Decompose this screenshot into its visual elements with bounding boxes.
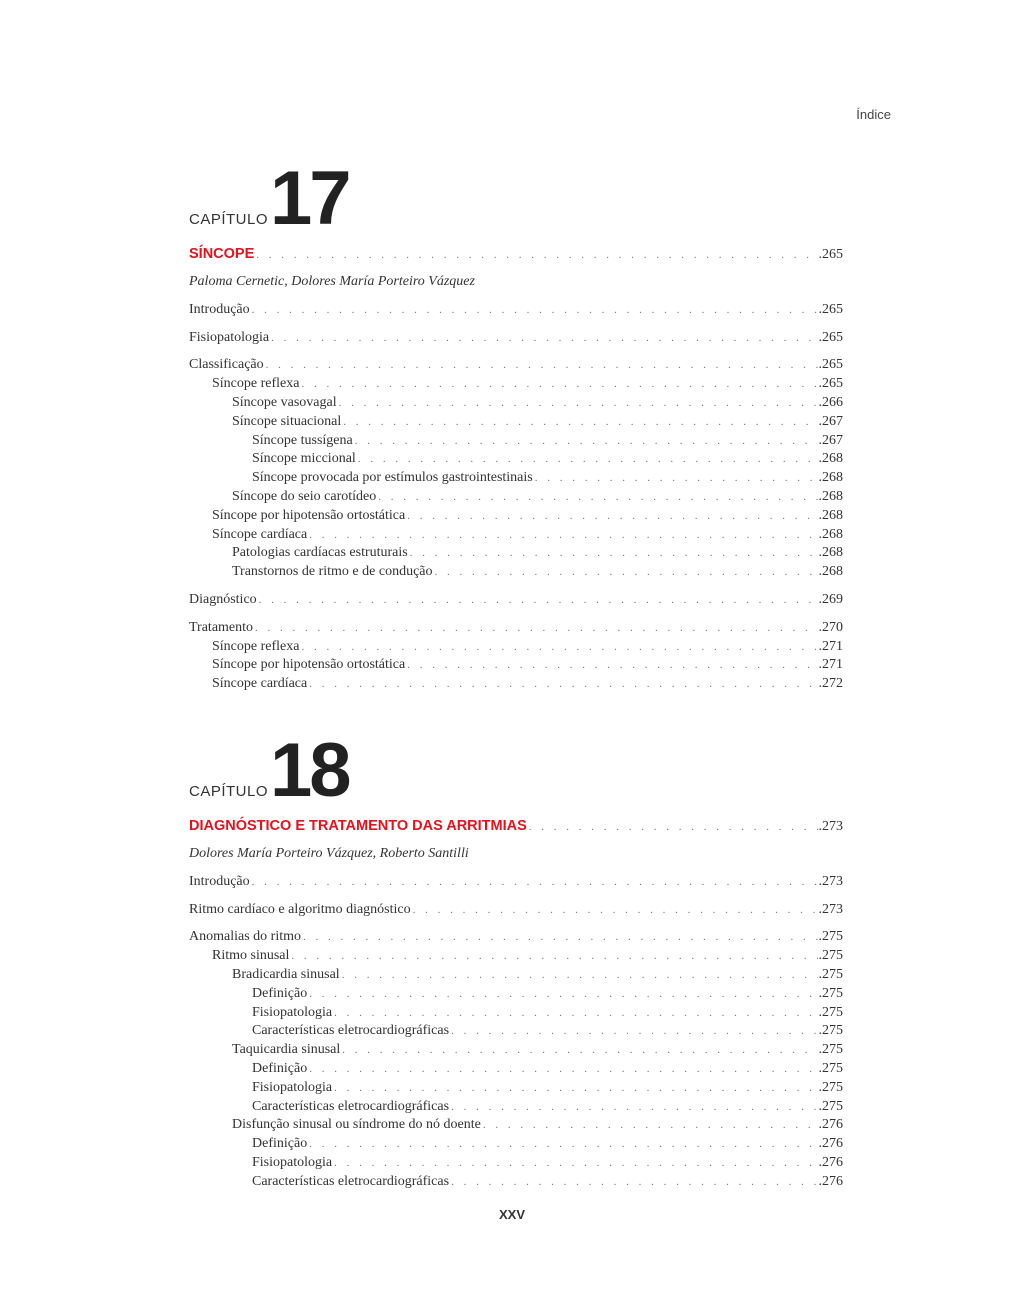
chapter-number: 18 [270, 728, 349, 813]
chapter-title-entry[interactable] [189, 244, 843, 264]
page-ref: .267 [818, 413, 843, 429]
page-ref: .266 [818, 394, 843, 410]
page-ref: .267 [818, 432, 843, 448]
toc-entry[interactable] [189, 375, 843, 394]
dot-leader [334, 1004, 817, 1023]
dot-leader [451, 1098, 817, 1117]
toc-entry-text: Fisiopatologia [252, 1154, 333, 1170]
page-ref: .276 [818, 1154, 843, 1170]
toc-entry-text: Definição [252, 985, 308, 1001]
dot-leader [301, 638, 817, 657]
toc-entry[interactable] [189, 1116, 843, 1135]
toc-entry-text: Tratamento [189, 619, 254, 635]
toc-entry-text: Bradicardia sinusal [232, 966, 340, 982]
toc-entry[interactable] [189, 1154, 843, 1173]
toc-entry-text: Síncope do seio carotídeo [232, 488, 377, 504]
toc-entry[interactable] [189, 1098, 843, 1117]
toc-entry[interactable] [189, 1135, 843, 1154]
page-ref: .265 [818, 247, 843, 262]
chapter-number: 17 [270, 156, 349, 241]
toc-entry-text: Patologias cardíacas estruturais [232, 545, 408, 561]
dot-leader [343, 413, 817, 432]
dot-leader [256, 245, 818, 265]
dot-leader [435, 563, 818, 582]
page-ref: .265 [818, 329, 843, 345]
dot-leader [301, 375, 817, 394]
toc-entry-text: Síncope cardíaca [212, 526, 308, 542]
toc-entry[interactable] [189, 1041, 843, 1060]
toc-entry-text: Características eletrocardiográficas [252, 1173, 450, 1189]
toc-entry[interactable] [189, 356, 843, 375]
dot-leader [309, 526, 817, 545]
toc-entry[interactable] [189, 928, 843, 947]
page-ref: .265 [818, 376, 843, 392]
dot-leader [410, 544, 818, 563]
toc-entry-text: Síncope reflexa [212, 376, 300, 392]
toc-entry[interactable] [189, 507, 843, 526]
toc-entry-text: Síncope reflexa [212, 638, 300, 654]
toc-entry[interactable] [189, 1079, 843, 1098]
page-ref: .275 [818, 985, 843, 1001]
toc-entry[interactable] [189, 413, 843, 432]
toc-entry[interactable] [189, 638, 843, 657]
toc-entry-text: Diagnóstico [189, 591, 257, 607]
dot-leader [407, 656, 817, 675]
toc-entry[interactable] [189, 947, 843, 966]
chapter-label: CAPÍTULO [189, 211, 269, 229]
toc-entry[interactable] [189, 544, 843, 563]
chapter-authors: Dolores María Porteiro Vázquez, Roberto Santilli [189, 846, 469, 861]
toc-entry-text: Introdução [189, 301, 250, 317]
page-ref: .268 [818, 451, 843, 467]
dot-leader [413, 901, 818, 920]
dot-leader [483, 1116, 818, 1135]
toc-entry-text: Introdução [189, 873, 250, 889]
toc-entry-text: Síncope cardíaca [212, 676, 308, 692]
dot-leader [334, 1154, 817, 1173]
toc-entry-text: Síncope vasovagal [232, 394, 337, 410]
page-ref: .271 [818, 657, 843, 673]
toc-entry[interactable] [189, 1022, 843, 1041]
chapter-18-toc [189, 816, 843, 1192]
page-ref: .272 [818, 676, 843, 692]
chapter-18-heading [189, 728, 349, 813]
toc-entry-text: Síncope miccional [252, 451, 356, 467]
toc-entry-text: Fisiopatologia [252, 1079, 333, 1095]
page-ref: .268 [818, 507, 843, 523]
toc-entry-text: Disfunção sinusal ou síndrome do nó doente [232, 1117, 481, 1133]
toc-entry[interactable] [189, 985, 843, 1004]
dot-leader [355, 432, 818, 451]
dot-leader [309, 1060, 817, 1079]
page-number: XXV [498, 1207, 525, 1222]
toc-entry-text: Síncope situacional [232, 413, 342, 429]
chapter-title: DIAGNÓSTICO E TRATAMENTO DAS ARRITMIAS [189, 818, 527, 834]
page-ref: .273 [818, 819, 843, 834]
dot-leader [291, 947, 817, 966]
toc-entry[interactable] [189, 563, 843, 582]
page-ref: .270 [818, 619, 843, 635]
toc-entry[interactable] [189, 966, 843, 985]
chapter-title-entry[interactable] [189, 816, 843, 836]
dot-leader [451, 1173, 817, 1192]
toc-entry[interactable] [189, 394, 843, 413]
page-ref: .275 [818, 1098, 843, 1114]
chapter-label: CAPÍTULO [189, 783, 269, 801]
toc-entry[interactable] [189, 329, 843, 348]
dot-leader [259, 591, 818, 610]
chapter-17-toc [189, 244, 843, 694]
toc-entry-text: Ritmo cardíaco e algoritmo diagnóstico [189, 901, 411, 917]
chapter-title: SÍNCOPE [189, 246, 255, 262]
page-ref: .265 [818, 301, 843, 317]
toc-entry-text: Anomalias do ritmo [189, 929, 301, 945]
dot-leader [255, 619, 817, 638]
dot-leader [407, 507, 817, 526]
page-ref: .275 [818, 1004, 843, 1020]
toc-entry[interactable] [189, 450, 843, 469]
page-ref: .275 [818, 1079, 843, 1095]
toc-entry[interactable] [189, 675, 843, 694]
toc-entry-text: Síncope provocada por estímulos gastrointestinais [252, 470, 533, 486]
toc-entry[interactable] [189, 1004, 843, 1023]
dot-leader [378, 488, 817, 507]
toc-entry-text: Síncope por hipotensão ortostática [212, 507, 406, 523]
dot-leader [334, 1079, 817, 1098]
toc-entry[interactable] [189, 526, 843, 545]
toc-entry-text: Definição [252, 1136, 308, 1152]
dot-leader [271, 329, 817, 348]
chapter-authors: Paloma Cernetic, Dolores María Porteiro Vázquez [189, 274, 475, 289]
page-ref: .268 [818, 526, 843, 542]
page-ref: .273 [818, 901, 843, 917]
toc-entry[interactable] [189, 469, 843, 488]
toc-entry[interactable] [189, 1060, 843, 1079]
toc-entry-text: Fisiopatologia [252, 1004, 333, 1020]
dot-leader [342, 1041, 817, 1060]
dot-leader [309, 1135, 817, 1154]
page-ref: .269 [818, 591, 843, 607]
toc-entry-text: Fisiopatologia [189, 329, 270, 345]
page-ref: .268 [818, 470, 843, 486]
dot-leader [358, 450, 818, 469]
toc-entry[interactable] [189, 432, 843, 451]
page-ref: .273 [818, 873, 843, 889]
toc-entry-text: Características eletrocardiográficas [252, 1098, 450, 1114]
running-header: Índice [856, 107, 891, 122]
toc-entry-text: Taquicardia sinusal [232, 1042, 341, 1058]
page-ref: .275 [818, 929, 843, 945]
toc-entry[interactable] [189, 656, 843, 675]
toc-entry[interactable] [189, 488, 843, 507]
toc-entry-text: Transtornos de ritmo e de condução [232, 564, 433, 580]
page-ref: .276 [818, 1136, 843, 1152]
dot-leader [529, 817, 819, 837]
dot-leader [309, 985, 817, 1004]
dot-leader [451, 1022, 817, 1041]
dot-leader [252, 873, 818, 892]
toc-entry[interactable] [189, 591, 843, 610]
dot-leader [342, 966, 818, 985]
dot-leader [339, 394, 818, 413]
page-ref: .275 [818, 1042, 843, 1058]
toc-entry[interactable] [189, 619, 843, 638]
toc-entry-text: Síncope por hipotensão ortostática [212, 657, 406, 673]
page-ref: .271 [818, 638, 843, 654]
toc-entry-text: Classificação [189, 357, 264, 373]
toc-entry-text: Características eletrocardiográficas [252, 1023, 450, 1039]
page-ref: .268 [818, 564, 843, 580]
page-ref: .268 [818, 545, 843, 561]
toc-entry-text: Ritmo sinusal [212, 948, 290, 964]
page-ref: .275 [818, 948, 843, 964]
page-ref: .268 [818, 488, 843, 504]
toc-entry[interactable] [189, 873, 843, 892]
dot-leader [303, 928, 818, 947]
dot-leader [266, 356, 818, 375]
page-ref: .275 [818, 1023, 843, 1039]
dot-leader [252, 301, 818, 320]
toc-entry[interactable] [189, 901, 843, 920]
toc-entry[interactable] [189, 301, 843, 320]
page-ref: .275 [818, 1060, 843, 1076]
chapter-17-heading [189, 156, 349, 241]
toc-entry-text: Definição [252, 1060, 308, 1076]
toc-entry-text: Síncope tussígena [252, 432, 353, 448]
dot-leader [309, 675, 817, 694]
page-ref: .275 [818, 966, 843, 982]
page-ref: .265 [818, 357, 843, 373]
toc-entry[interactable] [189, 1173, 843, 1192]
page-ref: .276 [818, 1117, 843, 1133]
page-ref: .276 [818, 1173, 843, 1189]
dot-leader [535, 469, 818, 488]
